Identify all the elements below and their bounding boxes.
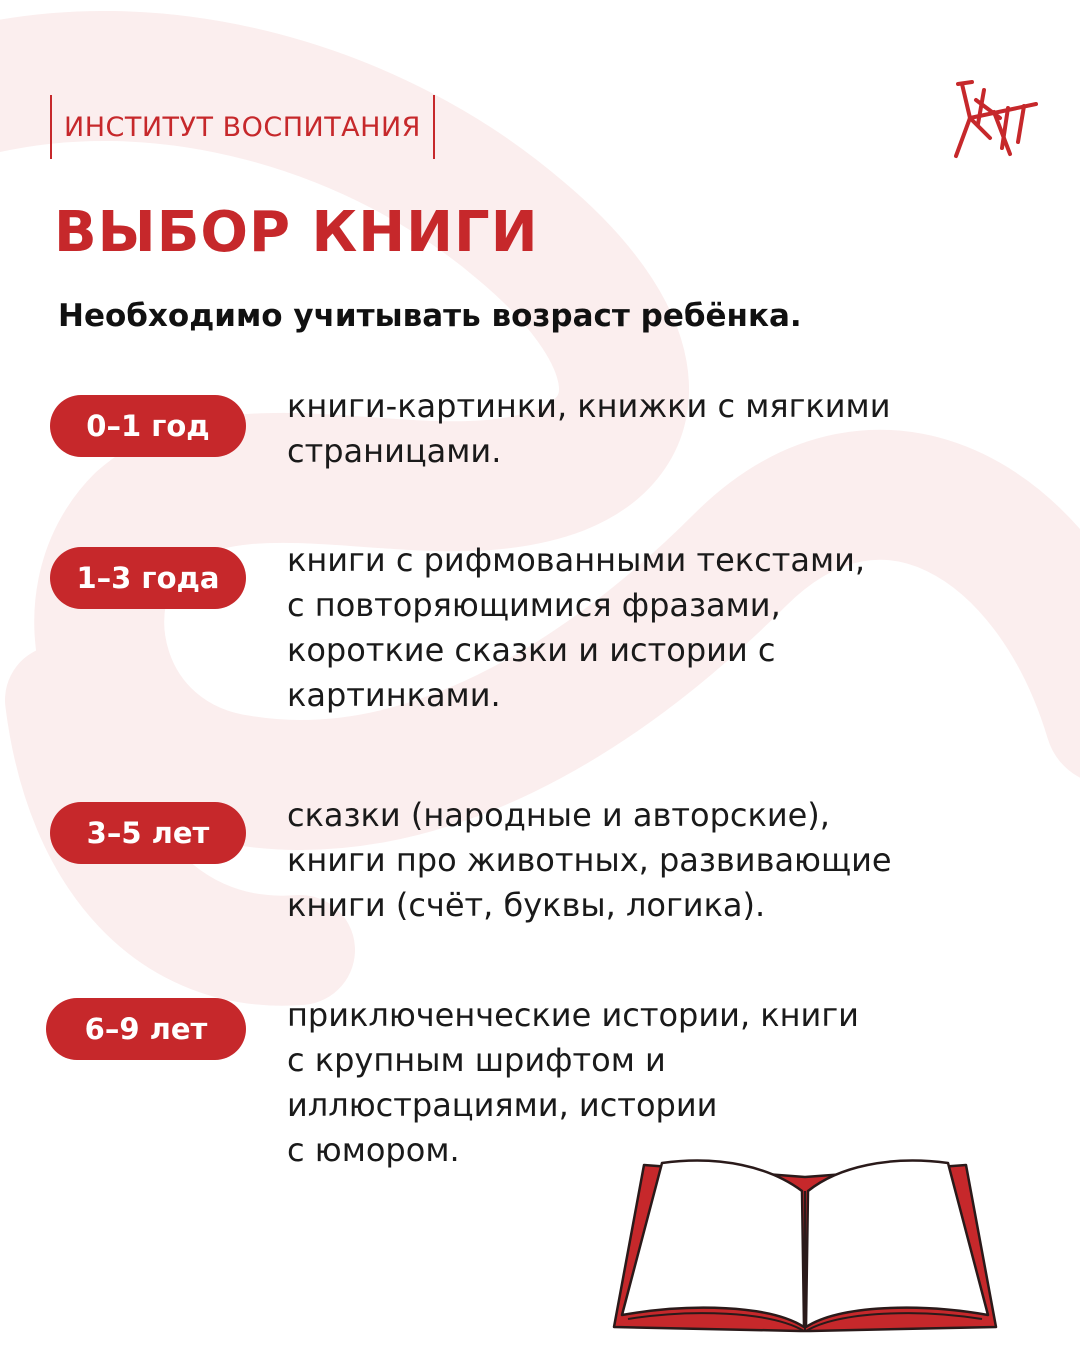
description-line: с крупным шрифтом и xyxy=(287,1041,666,1079)
age-description-1-3 xyxy=(287,538,987,718)
description-line: приключенческие истории, книги xyxy=(287,996,859,1034)
brand-name: ИНСТИТУТ ВОСПИТАНИЯ xyxy=(64,111,421,143)
page-subtitle: Необходимо учитывать возраст ребёнка. xyxy=(58,298,802,334)
age-description-3-5 xyxy=(287,793,987,928)
description-line: книги про животных, развивающие xyxy=(287,841,892,879)
description-line: сказки (народные и авторские), xyxy=(287,796,830,834)
age-badge-0-1: 0–1 год xyxy=(50,395,246,457)
age-badge-6-9: 6–9 лет xyxy=(46,998,246,1060)
open-book-icon xyxy=(610,1155,1000,1335)
description-line: книги (счёт, буквы, логика). xyxy=(287,886,766,924)
description-line: книги с рифмованными текстами, xyxy=(287,541,866,579)
description-line: книги-картинки, книжки с мягкими xyxy=(287,387,891,425)
description-line: с повторяющимися фразами, xyxy=(287,586,781,624)
description-line: картинками. xyxy=(287,676,501,714)
brand-header xyxy=(50,95,435,159)
description-line: иллюстрациями, истории xyxy=(287,1086,718,1124)
page-title: ВЫБОР КНИГИ xyxy=(54,200,539,265)
age-description-6-9 xyxy=(287,993,987,1173)
description-line: с юмором. xyxy=(287,1131,460,1169)
chair-logo-icon xyxy=(944,78,1044,164)
brand-right-divider xyxy=(433,95,435,159)
age-badge-1-3: 1–3 года xyxy=(50,547,246,609)
description-line: короткие сказки и истории с xyxy=(287,631,776,669)
age-badge-3-5: 3–5 лет xyxy=(50,802,246,864)
description-line: страницами. xyxy=(287,432,502,470)
age-description-0-1 xyxy=(287,384,987,474)
